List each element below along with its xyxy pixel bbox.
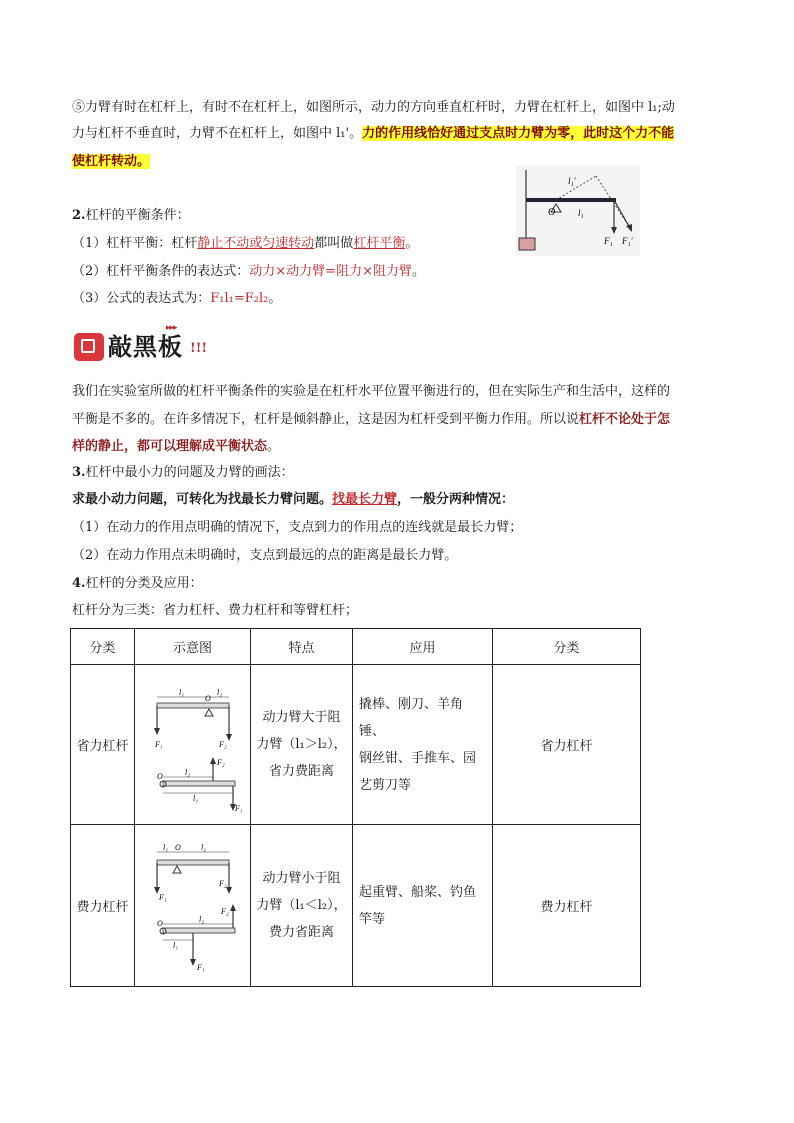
cell-diagram — [135, 665, 251, 825]
section3-bold-end: ，一般分两种情况： — [397, 492, 515, 507]
item3-pre: （3）公式的表达式为： — [72, 291, 211, 306]
section4-title — [72, 575, 203, 593]
cell-application — [353, 825, 493, 987]
feature-line: 力臂（l₁＞l₂）， — [256, 737, 347, 752]
para5-highlight: 力的作用线恰好通过支点时力臂为零，此时这个力不能 — [362, 126, 675, 141]
cell-category: 省力杠杆 — [71, 665, 135, 825]
svg-text:F₁: F₁ — [196, 962, 205, 972]
svg-text:O: O — [156, 918, 163, 928]
section2-item3 — [72, 290, 281, 308]
force-saving-lever-diagram — [143, 673, 243, 813]
note-line2-plain: 平衡是不多的。在许多情况下，杠杆是倾斜静止，这是因为杠杆受到平衡力作用。所以说 — [72, 412, 580, 427]
svg-text:l₁: l₁ — [178, 687, 184, 697]
svg-text:l₁: l₁ — [172, 940, 178, 950]
weight-box — [519, 238, 535, 250]
para5-line2 — [72, 125, 674, 143]
svg-text:F₂: F₂ — [220, 906, 229, 916]
application-line: 艺剪刀等 — [359, 777, 412, 793]
item1-red2: 杠杆平衡 — [353, 236, 406, 251]
header-category: 分类 — [71, 629, 135, 665]
item2-pre: （2）杠杆平衡条件的表达式： — [72, 264, 250, 279]
section2-title — [72, 207, 190, 225]
lever-classification-table — [70, 628, 641, 987]
banner-text: 敲黑板 — [108, 332, 183, 361]
feature-line: 费力省距离 — [268, 925, 334, 940]
blackboard-icon — [74, 333, 104, 361]
item1-red1: 静止不动或匀速转动 — [197, 236, 315, 251]
svg-text:O: O — [156, 771, 163, 781]
note-line1: 我们在实验室所做的杠杆平衡条件的实验是在杠杆水平位置平衡进行的，但在实际生产和生活中，这样的 — [72, 384, 671, 399]
fig-label-l1-prime: l₁' — [568, 176, 576, 186]
feature-line: 省力费距离 — [268, 764, 334, 779]
svg-text:l₂: l₂ — [184, 767, 190, 777]
force-consuming-lever-diagram — [143, 834, 243, 974]
section3-num: 3. — [72, 465, 86, 480]
item1-pre: （1）杠杆平衡：杠杆 — [72, 236, 198, 251]
item2-end: 。 — [411, 264, 425, 279]
feature-line: 动力臂大于阻 — [262, 710, 341, 725]
header-application: 应用 — [353, 629, 493, 665]
table-header-row — [71, 629, 641, 665]
note-line3-end: 。 — [267, 439, 281, 454]
header-category-2: 分类 — [493, 629, 641, 665]
application-line: 竿等 — [359, 911, 386, 927]
item2-red: 动力×动力臂=阻力×阻力臂 — [249, 264, 412, 279]
section3-bold-red: 找最长力臂 — [332, 492, 398, 507]
note-line2 — [72, 411, 670, 429]
item1-end: 。 — [405, 236, 419, 251]
banner-bang: !!! — [190, 341, 208, 356]
table-row — [71, 825, 641, 987]
application-line: 钢丝钳、手推车、园 — [359, 750, 477, 766]
svg-text:l₂: l₂ — [216, 687, 222, 697]
note-line2-red: 杠杆不论处于怎 — [579, 412, 671, 427]
item3-end: 。 — [268, 291, 282, 306]
section3-title-text: 杠杆中最小力的问题及力臂的画法： — [85, 465, 294, 480]
section4-intro: 杠杆分为三类：省力杠杆、费力杠杆和等臂杠杆； — [72, 603, 359, 618]
fig-label-F1: F₁ — [604, 236, 613, 246]
cell-diagram — [135, 825, 251, 987]
knock-blackboard-banner — [74, 323, 224, 365]
cell-category: 费力杠杆 — [71, 825, 135, 987]
svg-text:F₂: F₂ — [216, 757, 225, 767]
banner-arrows: ▸▸▸ — [166, 323, 177, 333]
para5-line3 — [72, 153, 150, 171]
cell-category-2: 费力杠杆 — [493, 825, 641, 987]
feature-line: 动力臂小于阻 — [262, 871, 341, 886]
feature-line: 力臂（l₁＜l₂）， — [256, 898, 347, 913]
section2-item2 — [72, 263, 425, 281]
para5-line1: ⑤力臂有时在杠杆上，有时不在杠杆上，如图所示，动力的方向垂直杠杆时，力臂在杠杆上，如图中 l₁;动 — [72, 100, 675, 115]
section2-num: 2. — [72, 208, 86, 223]
svg-text:l₁: l₁ — [162, 842, 168, 852]
svg-text:F₁: F₁ — [234, 803, 243, 813]
fig-label-l1: l₁ — [578, 208, 584, 218]
cell-feature — [251, 825, 353, 987]
section3-bold-pre: 求最小动力问题，可转化为找最长力臂问题。 — [72, 492, 333, 507]
fig-label-F1-prime: F₁' — [622, 236, 633, 246]
section3-item1: （1）在动力的作用点明确的情况下，支点到力的作用点的连线就是最长力臂； — [72, 520, 523, 535]
svg-text:O: O — [204, 693, 211, 703]
svg-text:l₁: l₁ — [192, 793, 198, 803]
application-line: 起重臂、船桨、钓鱼 — [359, 884, 477, 900]
fig-label-O: O — [548, 207, 556, 218]
para5-line2-plain: 力与杠杆不垂直时，力臂不在杠杆上，如图中 l₁'。 — [72, 126, 363, 141]
svg-text:l₂: l₂ — [200, 842, 206, 852]
section2-item1 — [72, 235, 418, 253]
header-feature: 特点 — [251, 629, 353, 665]
section4-title-text: 杠杆的分类及应用： — [85, 576, 203, 591]
section3-item2: （2）在动力作用点未明确时，支点到最远的点的距离是最长力臂。 — [72, 548, 458, 563]
svg-text:F₂: F₂ — [218, 739, 227, 749]
lever-arm-figure — [516, 166, 640, 256]
header-diagram: 示意图 — [135, 629, 251, 665]
cell-application — [353, 665, 493, 825]
cell-feature — [251, 665, 353, 825]
application-line: 撬棒、刚刀、羊角锤、 — [359, 696, 464, 739]
svg-text:l₂: l₂ — [198, 914, 204, 924]
para5-highlight-end: 使杠杆转动。 — [72, 154, 151, 169]
table-row — [71, 665, 641, 825]
svg-text:F₂: F₂ — [218, 878, 227, 888]
item1-mid: 都叫做 — [314, 236, 354, 251]
note-line3-red: 样的静止，都可以理解成平衡状态 — [72, 439, 268, 454]
section3-bold-line — [72, 491, 514, 509]
note-line3 — [72, 438, 280, 456]
svg-text:F₁: F₁ — [154, 739, 163, 749]
section4-num: 4. — [72, 576, 86, 591]
svg-text:O: O — [174, 842, 181, 852]
section3-title — [72, 464, 294, 482]
item3-formula: F₁l₁=F₂l₂ — [210, 291, 269, 306]
section2-title-text: 杠杆的平衡条件： — [85, 208, 190, 223]
cell-category-2: 省力杠杆 — [493, 665, 641, 825]
svg-text:F₁: F₁ — [158, 892, 167, 902]
